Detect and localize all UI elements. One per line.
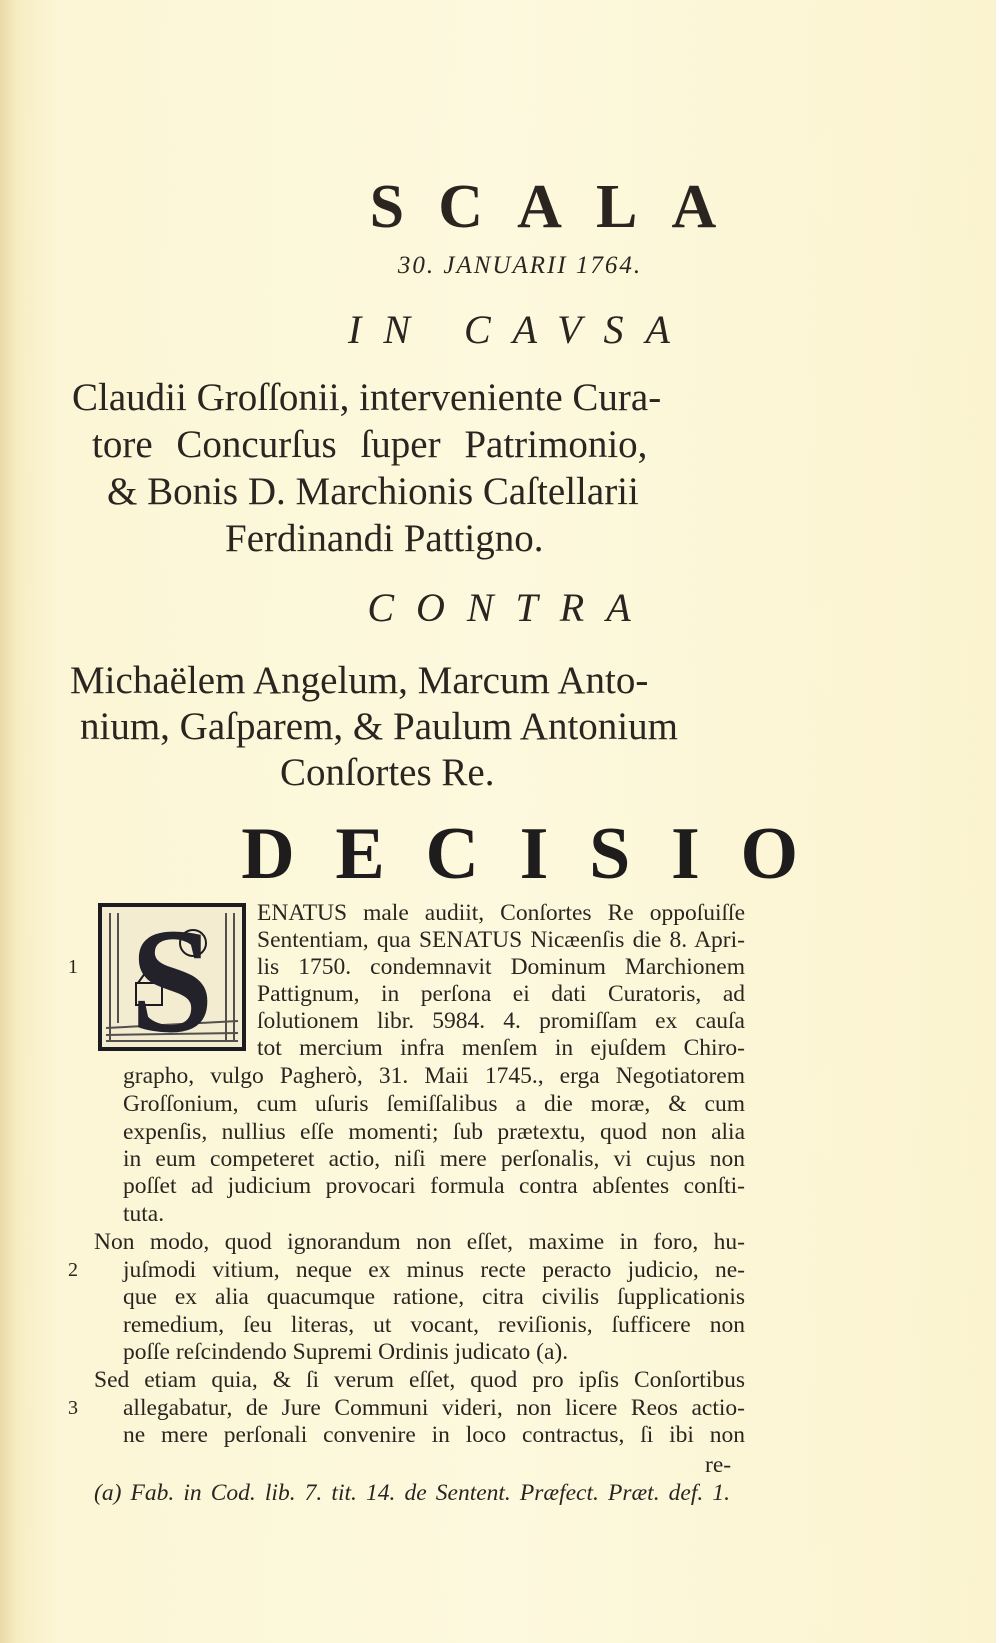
decisio-heading: DECISIO	[241, 813, 839, 895]
party1-line: tore Concurſus ſuper Patrimonio,	[92, 423, 648, 466]
paragraph-number: 2	[68, 1259, 78, 1281]
party2-line: Conſortes Re.	[280, 751, 495, 794]
party1-line: Claudii Groſſonii, interveniente Cura-	[72, 376, 662, 419]
body-line: tuta.	[123, 1201, 165, 1227]
body-line: que ex alia quacumque ratione, citra civilis ſupplicationis	[123, 1284, 745, 1310]
body-line: grapho, vulgo Pagherò, 31. Maii 1745., erga Negotiatorem	[123, 1063, 745, 1089]
footnote: (a) Fab. in Cod. lib. 7. tit. 14. de Sentent. Præfect. Præt. def. 1.	[94, 1480, 730, 1506]
body-line: Non modo, quod ignorandum non eſſet, maxime in foro, hu-	[94, 1229, 745, 1255]
document-date: 30. JANUARII 1764.	[397, 252, 643, 279]
body-line: Sed etiam quia, & ſi verum eſſet, quod pro ipſis Conſortibus	[94, 1367, 745, 1393]
body-line: remedium, ſeu literas, ut vocant, reviſionis, ſufficere non	[123, 1312, 745, 1338]
body-line: Pattignum, in perſona ei dati Curatoris, ad	[257, 981, 745, 1007]
paragraph-number: 3	[68, 1397, 78, 1419]
body-line: in eum competeret actio, niſi mere perſonalis, vi cujus non	[123, 1146, 745, 1172]
party1-line: & Bonis D. Marchionis Caſtellarii	[107, 470, 639, 513]
body-line: expenſis, nullius eſſe momenti; ſub prætextu, quod non alia	[123, 1119, 745, 1145]
body-line: Groſſonium, cum uſuris ſemiſſalibus a die moræ, & cum	[123, 1091, 745, 1117]
svg-text:S: S	[130, 903, 214, 1051]
body-line: ne mere perſonali convenire in loco contractus, ſi ibi non	[123, 1422, 745, 1448]
contra-heading: CONTRA	[367, 585, 653, 630]
body-line: poſſet ad judicium provocari formula contra abſentes conſti-	[123, 1173, 745, 1199]
paragraph-number: 1	[68, 956, 78, 978]
body-line: ſolutionem libr. 5984. 4. promiſſam ex cauſa	[257, 1008, 745, 1034]
body-line: tot mercium infra menſem in ejuſdem Chiro-	[257, 1035, 745, 1061]
party1-line: Ferdinandi Pattigno.	[225, 517, 544, 560]
catchword: re-	[705, 1452, 732, 1478]
drop-cap-woodcut	[98, 903, 246, 1051]
body-line: lis 1750. condemnavit Dominum Marchionem	[257, 954, 745, 980]
body-line: Sententiam, qua SENATUS Nicæenſis die 8. Apri-	[257, 927, 745, 953]
document-title: SCALA	[369, 173, 751, 241]
body-line: juſmodi vitium, neque ex minus recte peracto judicio, ne-	[123, 1257, 745, 1283]
party2-line: Michaëlem Angelum, Marcum Anto-	[70, 659, 649, 702]
body-line: poſſe reſcindendo Supremi Ordinis judicato (a).	[123, 1339, 569, 1365]
party2-line: nium, Gaſparem, & Paulum Antonium	[80, 705, 678, 748]
in-causa-heading: IN CAVSA	[348, 307, 692, 352]
body-line: ENATUS male audiit, Conſortes Re oppoſuiſſe	[257, 900, 745, 926]
body-line: allegabatur, de Jure Communi videri, non licere Reos actio-	[123, 1395, 745, 1421]
